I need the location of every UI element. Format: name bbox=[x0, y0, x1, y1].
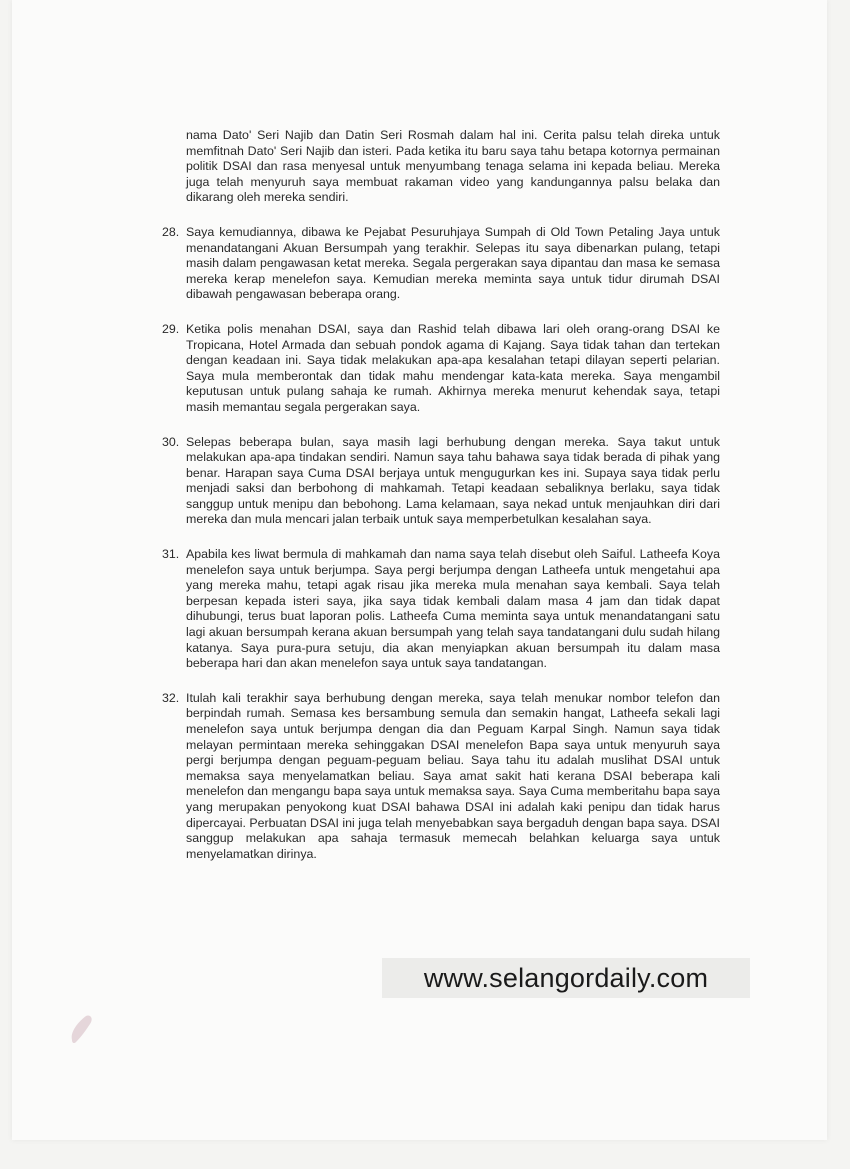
paragraph-28 bbox=[162, 225, 720, 303]
paragraph-text: Saya kemudiannya, dibawa ke Pejabat Pesuruhjaya Sumpah di Old Town Petaling Jaya untuk menandatangani Akuan Bersumpah yang terakhir. Selepas itu saya dibenarkan pulang, tetapi masih dalam pengawasan ketat mereka. Segala pergerakan saya dipantau dan masa ke semasa mereka kerap menelefon saya. Kemudian mereka meminta saya untuk tidur dirumah DSAI dibawah pengawasan beberapa orang. bbox=[186, 224, 720, 302]
document-body bbox=[162, 128, 720, 862]
ink-smudge bbox=[64, 1010, 100, 1046]
paragraph-30 bbox=[162, 435, 720, 529]
paragraph-number: 29. bbox=[162, 321, 180, 336]
paragraph-text: Apabila kes liwat bermula di mahkamah dan nama saya telah disebut oleh Saiful. Latheefa Koya menelefon saya untuk berjumpa. Saya pergi berjumpa dengan Latheefa untuk mengetahui apa yang mereka mahu, tetapi agak risau jika mereka mula menahan saya kembali. Saya telah berpesan kepada isteri saya, jika saya tidak kembali dalam masa 4 jam dan tidak dapat dihubungi, terus buat laporan polis. Latheefa Cuma meminta saya untuk menandatangani satu lagi akuan bersumpah kerana akuan bersumpah yang telah saya tandatangani dulu sudah hilang katanya. Saya pura-pura setuju, dia akan menyiapkan akuan bersumpah itu dalam masa beberapa hari dan akan menelefon saya untuk saya tandatangan. bbox=[186, 547, 720, 671]
paragraph-number: 32. bbox=[162, 690, 180, 705]
continued-paragraph: nama Dato' Seri Najib dan Datin Seri Rosmah dalam hal ini. Cerita palsu telah direka untuk memfitnah Dato' Seri Najib dan isteri. Pada ketika itu baru saya tahu betapa kotornya permainan politik DSAI dan rasa menyesal untuk menyumbang tenaga selama ini kepada beliau. Mereka juga telah menyuruh saya membuat rakaman video yang kandungannya palsu belaka dan dikarang oleh mereka sendiri. bbox=[186, 128, 720, 205]
website-watermark: www.selangordaily.com bbox=[382, 958, 750, 998]
paragraph-29 bbox=[162, 322, 720, 416]
paragraph-text: Itulah kali terakhir saya berhubung dengan mereka, saya telah menukar nombor telefon dan berpindah rumah. Semasa kes bersambung semula dan semakin hangat, Latheefa sekali lagi menelefon saya untuk berjumpa dengan dia dan Peguam Karpal Singh. Namun saya tidak melayan permintaan mereka sehinggakan DSAI menelefon Bapa saya untuk menyuruh saya pergi berjumpa dengan peguam-peguam beliau. Saya tahu itu adalah muslihat DSAI untuk memaksa saya menyelamatkan beliau. Saya amat sakit hati kerana DSAI beberapa kali menelefon dan mengangu bapa saya untuk memaksa saya. Saya Cuma memberitahu bapa saya yang merupakan penyokong kuat DSAI bahawa DSAI ini adalah kaki penipu dan tidak harus dipercayai. Perbuatan DSAI ini juga telah menyebabkan saya bergaduh dengan bapa saya. DSAI sanggup melakukan apa sahaja termasuk memecah belahkan keluarga saya untuk menyelamatkan dirinya. bbox=[186, 690, 720, 861]
paragraph-31 bbox=[162, 547, 720, 672]
paragraph-number: 30. bbox=[162, 434, 180, 449]
document-page bbox=[12, 0, 827, 1140]
paragraph-text: Ketika polis menahan DSAI, saya dan Rashid telah dibawa lari oleh orang-orang DSAI ke Tropicana, Hotel Armada dan sebuah pondok agama di Kajang. Saya tidak tahan dan tertekan dengan keadaan ini. Saya tidak melakukan apa-apa kesalahan tetapi dilayan seperti pelarian. Saya mula memberontak dan tidak mahu mendengar kata-kata mereka. Saya mengambil keputusan untuk pulang sahaja ke rumah. Akhirnya mereka menurut kehendak saya, tetapi masih memantau segala pergerakan saya. bbox=[186, 321, 720, 414]
paragraph-32 bbox=[162, 691, 720, 863]
paragraph-number: 31. bbox=[162, 547, 180, 562]
paragraph-number: 28. bbox=[162, 224, 180, 239]
paragraph-text: Selepas beberapa bulan, saya masih lagi berhubung dengan mereka. Saya takut untuk melakukan apa-apa tindakan sendiri. Namun saya tahu bahawa saya tidak berada di pihak yang benar. Harapan saya Cuma DSAI berjaya untuk mengugurkan kes ini. Supaya saya tidak perlu menjadi saksi dan berbohong di mahkamah. Tetapi keadaan sebaliknya berlaku, saya tidak sanggup untuk menipu dan bebohong. Lama kelamaan, saya nekad untuk menjauhkan diri dari mereka dan mula mencari jalan terbaik untuk saya memperbetulkan kesalahan saya. bbox=[186, 434, 720, 527]
